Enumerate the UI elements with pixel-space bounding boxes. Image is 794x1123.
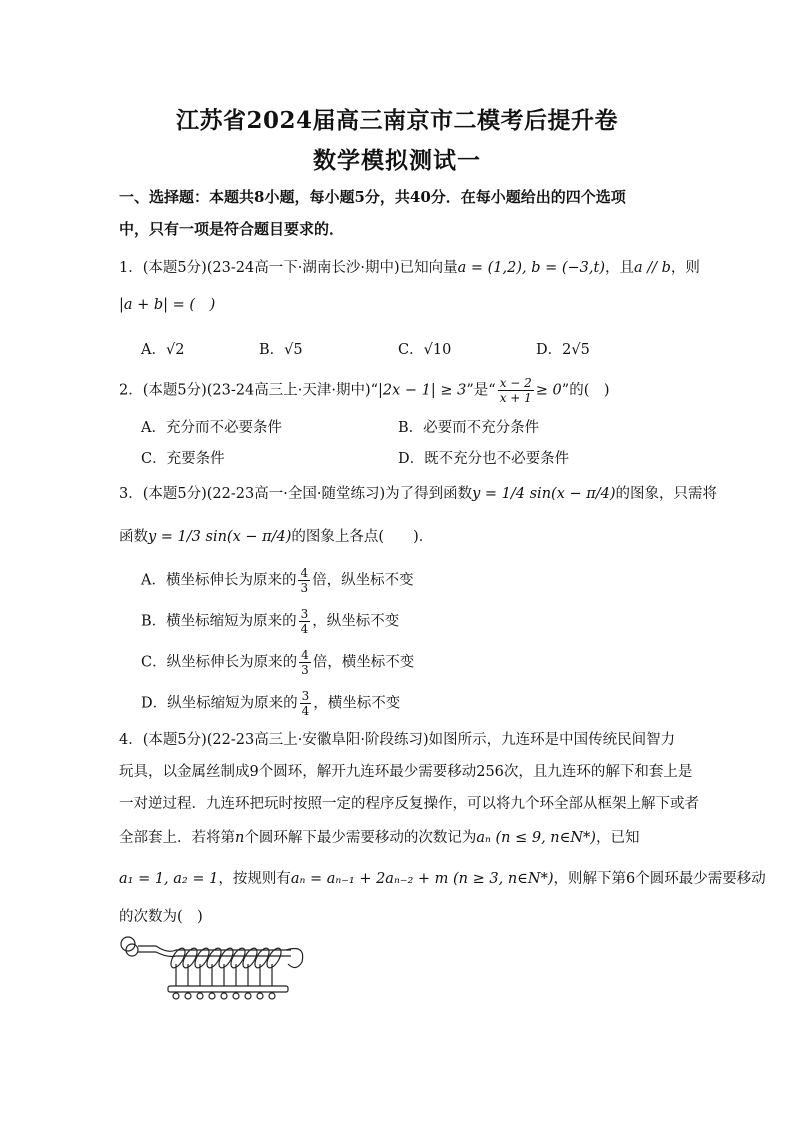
fraction-denominator: x + 1 <box>499 391 532 405</box>
option-label: A． <box>141 420 166 436</box>
question-1-parallel: a // b <box>634 260 671 276</box>
option-text-tail: 倍，纵坐标不变 <box>312 572 414 589</box>
question-4-variable-n: n <box>235 830 245 846</box>
question-2-end: ”的( ) <box>561 382 610 399</box>
option-text: 横坐标伸长为原来的 <box>165 572 297 589</box>
question-4-text-mid: ，按规则有 <box>218 871 291 887</box>
option-fraction <box>299 607 311 636</box>
fraction-denominator: 3 <box>300 581 309 595</box>
option-fraction <box>299 648 311 677</box>
fraction-numerator: 3 <box>301 689 310 703</box>
option-label: B． <box>398 420 424 436</box>
option-text: 纵坐标缩短为原来的 <box>167 695 298 712</box>
option-label: A． <box>141 572 166 589</box>
question-3-line2 <box>119 525 433 546</box>
fraction-denominator: 3 <box>301 663 309 677</box>
option-label: D． <box>141 695 168 712</box>
question-1-option-b[interactable] <box>259 338 303 359</box>
question-1-mid: ，且 <box>605 260 634 276</box>
option-text: 既不充分也不必要条件 <box>424 451 570 467</box>
question-1-prefix: 1．(本题5分)(23-24高一下·湖南长沙·期中)已知向量 <box>119 260 458 276</box>
option-fraction <box>300 689 312 718</box>
question-2-tail: ≥ 0 <box>535 382 562 399</box>
option-label: C． <box>141 451 167 467</box>
question-1-line1 <box>119 256 700 277</box>
question-4-line5 <box>119 867 766 888</box>
question-1-vectors: a = (1,2), b = (−3,t) <box>457 260 605 276</box>
option-text: 横坐标缩短为原来的 <box>166 613 297 630</box>
fraction-denominator: 4 <box>301 704 310 718</box>
question-3-line2-prefix: 函数 <box>119 529 148 545</box>
question-4-line6: 的次数为( ) <box>119 909 203 925</box>
question-4-initial-values: a₁ = 1, a₂ = 1 <box>119 871 219 887</box>
question-3-option-a[interactable] <box>141 566 414 595</box>
option-label: B． <box>259 342 285 358</box>
question-2-fraction <box>498 376 534 405</box>
question-4-line3: 一对逆过程．九连环把玩时按照一定的程序反复操作，可以将九个环全部从框架上解下或者 <box>119 796 699 812</box>
question-1-end: ，则 <box>670 260 700 276</box>
question-2-condition1: |2x − 1| ≥ 3 <box>378 382 467 399</box>
document-subtitle: 数学模拟测试一 <box>313 147 481 174</box>
fraction-denominator: 4 <box>300 622 309 636</box>
document-title: 江苏省2024届高三南京市二模考后提升卷 <box>175 107 618 134</box>
question-1-option-c[interactable] <box>398 338 451 359</box>
section-heading-line1: 一、选择题：本题共8小题，每小题5分，共40分．在每小题给出的四个选项 <box>119 188 626 206</box>
fraction-numerator: 3 <box>300 607 309 621</box>
question-2-option-c[interactable] <box>141 447 225 468</box>
question-1-option-a[interactable] <box>141 338 184 359</box>
question-3-target-function: y = 1/4 sin(x − π/4) <box>472 486 616 502</box>
option-text: 纵坐标伸长为原来的 <box>166 654 298 671</box>
question-4-recurrence: aₙ = aₙ₋₁ + 2aₙ₋₂ + m (n ≥ 3, n∈N*) <box>290 871 554 887</box>
option-value: √2 <box>165 342 185 358</box>
question-1-line2 <box>119 293 215 314</box>
option-value: √5 <box>284 342 303 358</box>
question-3-mid: 的图象，只需将 <box>615 486 718 502</box>
question-2-line <box>119 376 610 405</box>
fraction-numerator: 4 <box>301 648 309 662</box>
question-2-option-a[interactable] <box>141 416 282 437</box>
question-4-line2: 玩具，以金属丝制成9个圆环，解开九连环最少需要移动256次，且九连环的解下和套上是 <box>119 764 693 780</box>
question-4-line4 <box>119 826 639 847</box>
question-4-text: 全部套上．若将第 <box>119 830 235 846</box>
option-label: A． <box>141 342 166 358</box>
option-value: 2√5 <box>562 342 590 358</box>
option-label: C． <box>398 342 424 358</box>
option-text: 必要而不充分条件 <box>423 420 540 436</box>
option-label: D． <box>398 451 425 467</box>
question-3-option-c[interactable] <box>141 648 414 677</box>
question-4-line1: 4．(本题5分)(22-23高三上·安徽阜阳·阶段练习)如图所示，九连环是中国传统民间智力 <box>119 732 676 748</box>
option-value: √10 <box>423 342 452 358</box>
option-text: 充分而不必要条件 <box>165 420 282 436</box>
question-3-line2-end: 的图象上各点( )． <box>291 529 434 545</box>
question-2-option-b[interactable] <box>398 416 539 437</box>
question-3-option-b[interactable] <box>141 607 399 636</box>
question-3-option-d[interactable] <box>141 689 400 718</box>
question-2-option-d[interactable] <box>398 447 569 468</box>
option-label: D． <box>536 342 563 358</box>
option-text-tail: ，纵坐标不变 <box>312 613 400 630</box>
option-text: 充要条件 <box>166 451 225 467</box>
option-text-tail: 倍，横坐标不变 <box>312 654 415 671</box>
question-3-line1 <box>119 482 717 503</box>
question-3-source-function: y = 1/3 sin(x − π/4) <box>148 529 292 545</box>
question-3-prefix: 3．(本题5分)(22-23高一·全国·随堂练习)为了得到函数 <box>119 486 473 502</box>
question-4-text-end: ，则解下第6个圆环最少需要移动 <box>553 871 766 887</box>
section-heading-line2: 中，只有一项是符合题目要求的． <box>119 220 345 238</box>
option-fraction <box>298 566 310 595</box>
question-4-sequence-notation: aₙ (n ≤ 9, n∈N*) <box>476 830 596 846</box>
question-2-prefix: 2．(本题5分)(23-24高三上·天津·期中)“ <box>119 382 379 399</box>
fraction-numerator: 4 <box>300 566 309 580</box>
option-label: C． <box>141 654 167 671</box>
question-4-text-mid: 个圆环解下最少需要移动的次数记为 <box>244 830 477 846</box>
option-text-tail: ，横坐标不变 <box>313 695 401 712</box>
option-label: B． <box>141 613 167 630</box>
question-1-expression: |a + b| = ( ) <box>119 297 216 313</box>
question-2-mid: ”是“ <box>466 382 496 399</box>
question-1-option-d[interactable] <box>536 338 590 359</box>
nine-rings-illustration <box>116 930 316 1010</box>
fraction-numerator: x − 2 <box>499 376 532 390</box>
question-4-text-end: ，已知 <box>595 830 640 846</box>
